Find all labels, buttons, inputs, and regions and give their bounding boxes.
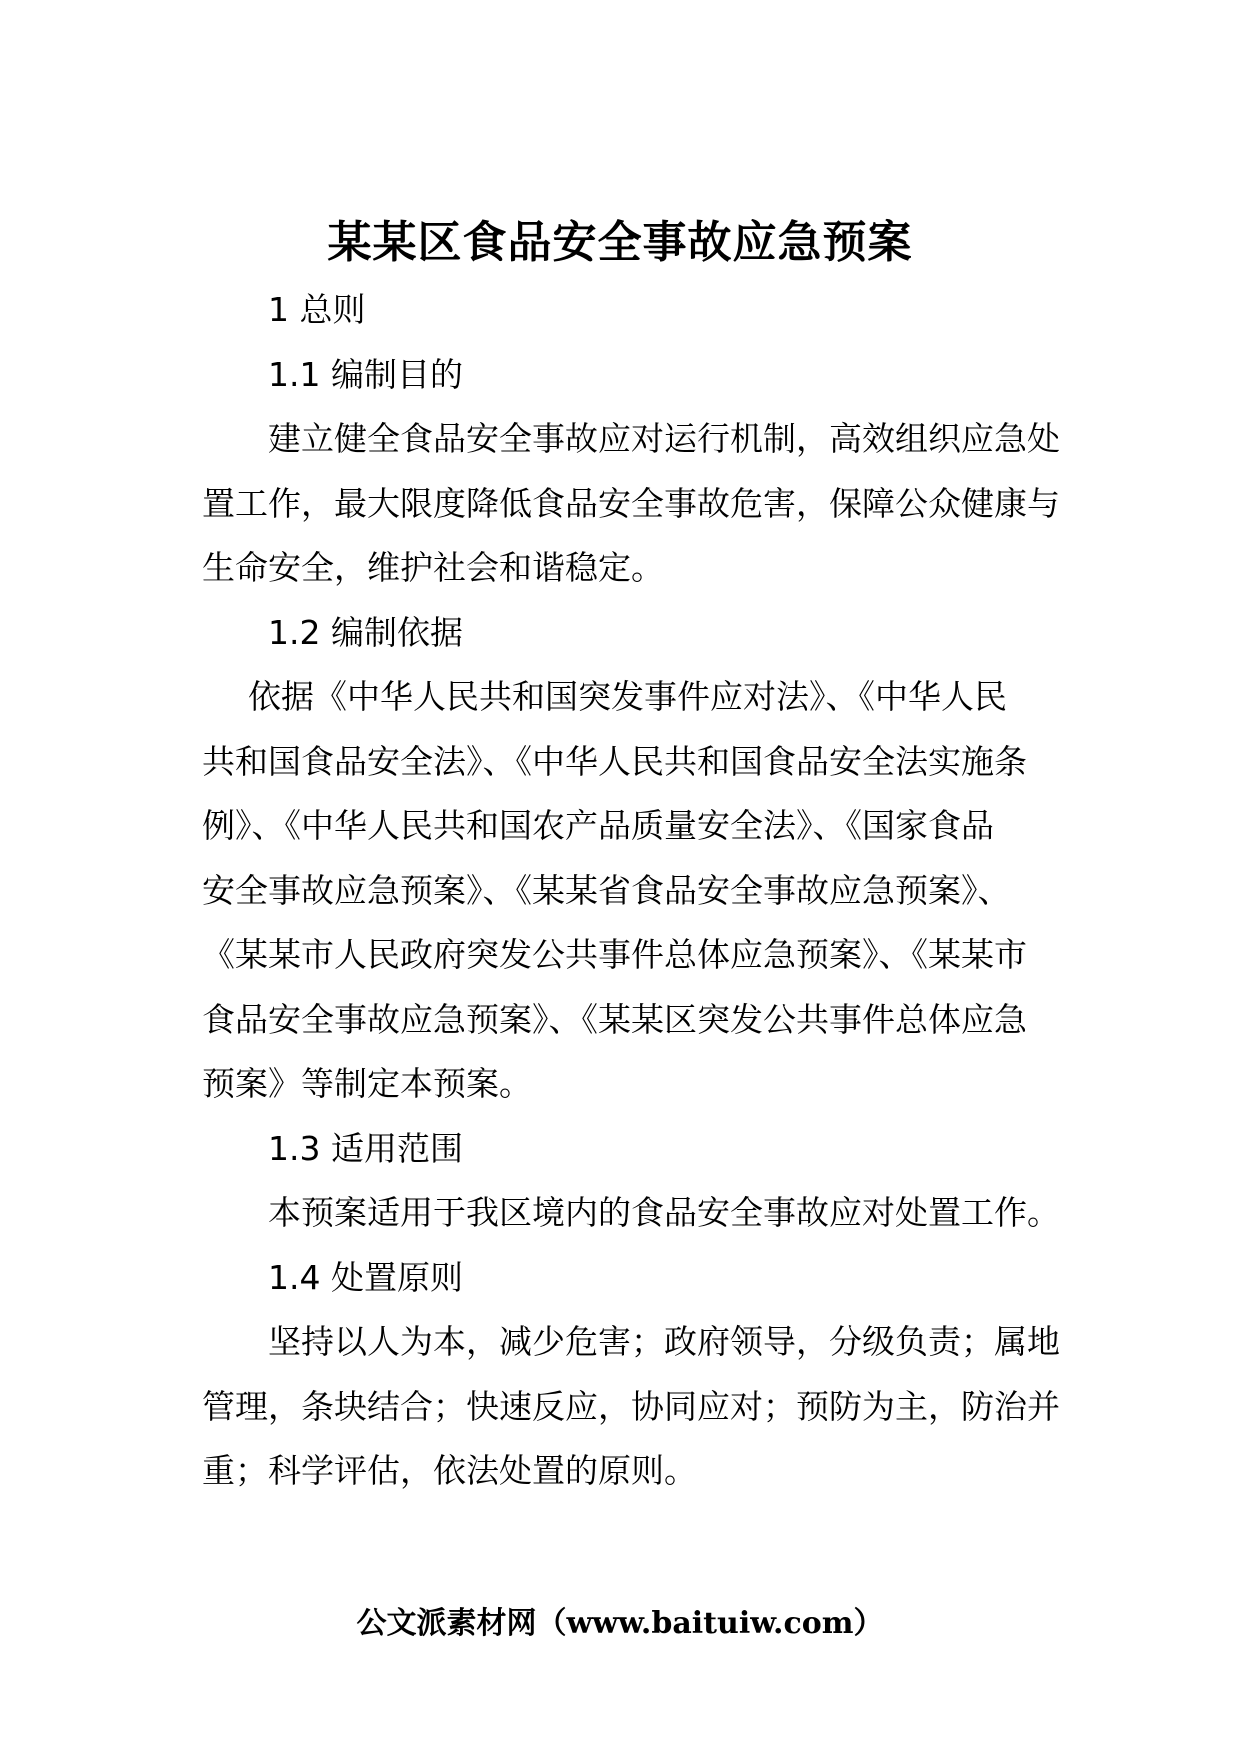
paragraph-line: 重；科学评估，依法处置的原则。 (202, 1451, 697, 1490)
paragraph-line: 置工作，最大限度降低食品安全事故危害，保障公众健康与 (202, 483, 1060, 523)
paragraph-line: 安全事故应急预案》、《某某省食品安全事故应急预案》、 (202, 870, 1011, 910)
paragraph-line: 食品安全事故应急预案》、《某某区突发公共事件总体应急 (202, 999, 1027, 1039)
heading-1-1: 1.1 编制目的 (268, 354, 463, 394)
paragraph-line: 生命安全，维护社会和谐稳定。 (202, 548, 664, 587)
paragraph-line: 例》、《中华人民共和国农产品质量安全法》、《国家食品 (202, 806, 994, 845)
heading-1-3: 1.3 适用范围 (268, 1128, 463, 1168)
paragraph-line: 坚持以人为本，减少危害；政府领导，分级负责；属地 (268, 1322, 1060, 1361)
document-title: 某某区食品安全事故应急预案 (327, 217, 913, 268)
paragraph-line: 管理，条块结合；快速反应，协同应对；预防为主，防治并 (202, 1386, 1060, 1426)
heading-1-4: 1.4 处置原则 (268, 1257, 463, 1297)
heading-1: 1 总则 (268, 290, 366, 329)
paragraph-line: 预案》等制定本预案。 (202, 1064, 532, 1103)
footer-watermark: 公文派素材网（www.baituiw.com） (356, 1606, 884, 1641)
heading-1-2: 1.2 编制依据 (268, 612, 463, 652)
paragraph-line: 依据《中华人民共和国突发事件应对法》、《中华人民 (248, 677, 1007, 716)
document-body (202, 278, 1078, 1504)
paragraph-line: 共和国食品安全法》、《中华人民共和国食品安全法实施条 (202, 741, 1027, 781)
paragraph-line: 建立健全食品安全事故应对运行机制，高效组织应急处 (268, 419, 1060, 458)
paragraph-line: 本预案适用于我区境内的食品安全事故应对处置工作。 (268, 1193, 1060, 1232)
paragraph-line: 《某某市人民政府突发公共事件总体应急预案》、《某某市 (202, 935, 1027, 974)
